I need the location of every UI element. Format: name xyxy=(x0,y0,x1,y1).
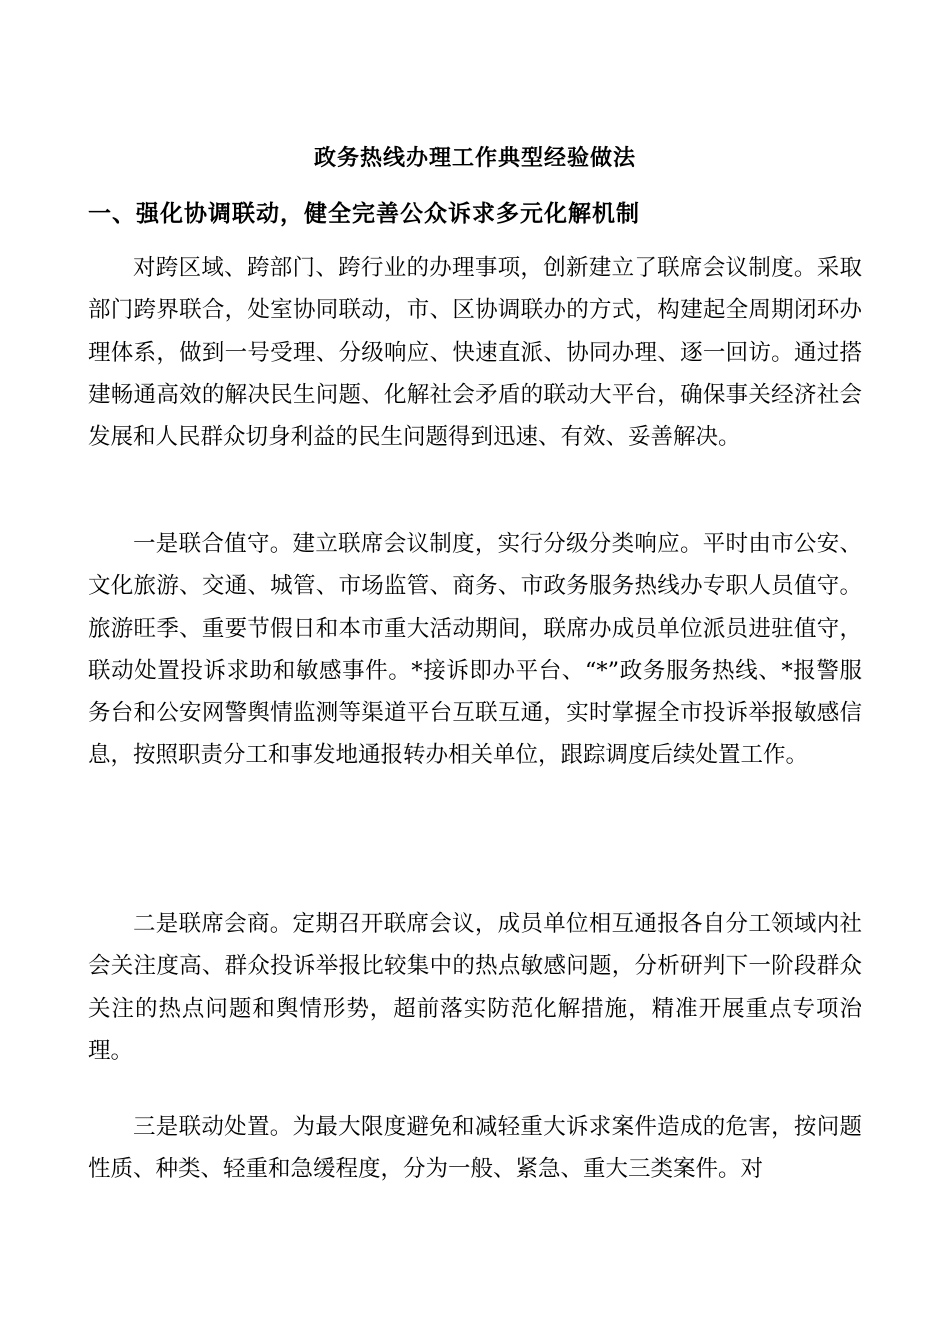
paragraph-joint-consultation: 二是联席会商。定期召开联席会议，成员单位相互通报各自分工领域内社会关注度高、群众投诉举报比较集中的热点敏感问题，分析研判下一阶段群众关注的热点问题和舆情形势，超前落实防范化解措施，精准开展重点专项治理。 xyxy=(88,911,862,1064)
paragraph-joint-handling: 三是联动处置。为最大限度避免和减轻重大诉求案件造成的危害，按问题性质、种类、轻重和急缓程度，分为一般、紧急、重大三类案件。对 xyxy=(88,1114,862,1183)
paragraph-joint-duty: 一是联合值守。建立联席会议制度，实行分级分类响应。平时由市公安、文化旅游、交通、城管、市场监管、商务、市政务服务热线办专职人员值守。旅游旺季、重要节假日和本市重大活动期间，联席办成员单位派员进驻值守，联动处置投诉求助和敏感事件。*接诉即办平台、“*”政务服务热线、*报警服务台和公安网警舆情监测等渠道平台互联互通，实时掌握全市投诉举报敏感信息，按照职责分工和事发地通报转办相关单位，跟踪调度后续处置工作。 xyxy=(88,531,862,769)
paragraph-intro: 对跨区域、跨部门、跨行业的办理事项，创新建立了联席会议制度。采取部门跨界联合，处室协同联动，市、区协调联办的方式，构建起全周期闭环办理体系，做到一号受理、分级响应、快速直派、协同办理、逐一回访。通过搭建畅通高效的解决民生问题、化解社会矛盾的联动大平台，确保事关经济社会发展和人民群众切身利益的民生问题得到迅速、有效、妥善解决。 xyxy=(88,255,862,451)
section-heading: 一、强化协调联动，健全完善公众诉求多元化解机制 xyxy=(88,200,640,227)
document-title: 政务热线办理工作典型经验做法 xyxy=(313,145,636,171)
